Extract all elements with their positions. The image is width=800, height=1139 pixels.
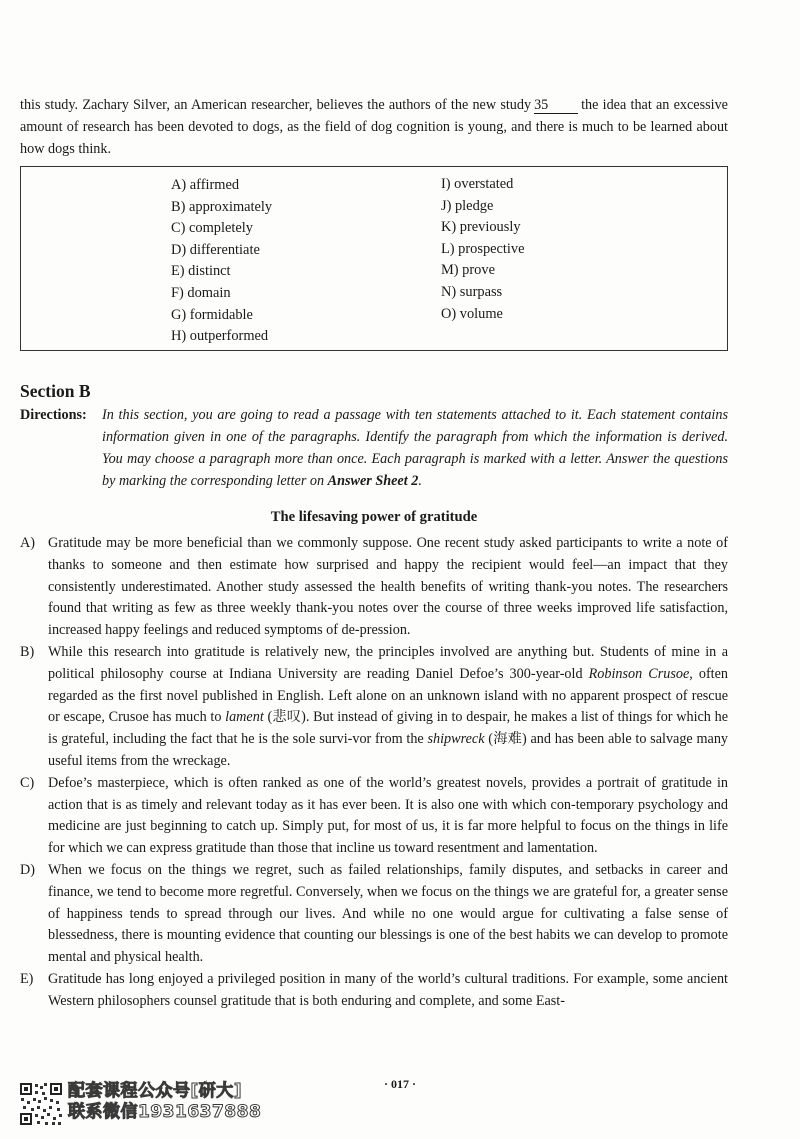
vocab-word-shipwreck: shipwreck <box>427 731 485 748</box>
word-option: N) surpass <box>441 283 503 300</box>
watermark <box>68 1081 261 1123</box>
vocab-word-lament: lament <box>225 709 264 726</box>
intro-text-before: this study. Zachary Silver, an American researcher, believes the authors of the new study <box>20 97 532 113</box>
para-b-text-1: While this research into gratitude is relatively new, the principles involved are anything but. Students of mine in a political philosophy course at Indiana University are reading Daniel Defoe’s 300-year-old <box>48 643 728 682</box>
page-number: · 017 · <box>383 1077 416 1091</box>
watermark-line-1: 配套课程公众号[研大] <box>68 1081 243 1101</box>
directions-answer-sheet: Answer Sheet 2 <box>327 473 419 489</box>
passage-title: The lifesaving power of gratitude <box>270 509 478 525</box>
para-b-text-2: , often regarded as the first novel published in English. Left alone on an unknown island with no apparent prospect of rescue or escape, Crusoe has much to <box>48 665 728 726</box>
intro-paragraph <box>20 94 728 160</box>
directions-body: In this section, you are going to read a passage with ten statements attached to it. Each statement contains information given in one of the paragraphs. Identify the paragraph from which the information is derived. You may choose a paragraph more than once. Each paragraph is marked with a letter. Answer the questions by marking the corresponding letter on <box>102 407 728 489</box>
word-bank-left-column <box>171 175 272 348</box>
watermark-line-2: 联系微信1931637888 <box>68 1102 262 1122</box>
paragraph-text: Defoe’s masterpiece, which is often ranked as one of the world’s greatest novels, provides a portrait of gratitude in action that is as timely and relevant today as it has ever been. It is also one with which con-temporary psychology and medicine are just beginning to catch up. Simply put, for most of us, it is far more helpful to focus on the things in life for which we can express gratitude than those that incline us toward resentment and lamentation. <box>48 774 728 857</box>
word-option: O) volume <box>441 305 503 322</box>
paragraph-d <box>20 860 728 969</box>
word-option: D) differentiate <box>171 241 260 258</box>
paragraph-letter: C) <box>20 774 35 791</box>
word-bank-box <box>20 166 728 351</box>
book-title: Robinson Crusoe <box>588 665 690 682</box>
word-option: E) distinct <box>171 263 231 280</box>
directions-end: . <box>418 473 422 489</box>
gloss-shipwreck: (海难) <box>484 731 527 748</box>
qr-code-icon <box>19 1082 63 1126</box>
word-option: K) previously <box>441 219 521 236</box>
word-option: A) affirmed <box>171 177 240 193</box>
directions <box>20 404 728 492</box>
paragraph-letter: D) <box>20 861 35 878</box>
paragraph-text: When we focus on the things we regret, such as failed relationships, family disputes, and setbacks in career and finance, we tend to become more regretful. Conversely, when we focus on the things we are grateful for, a greater sense of happiness tends to spread through our lives. And while no one would argue for cultivating a false sense of blessedness, there is mounting evidence that counting our blessings is one of the best habits we can develop to promote mental and physical health. <box>48 861 728 966</box>
paragraph-letter: E) <box>20 970 34 987</box>
intro-text-after: the idea that an excessive amount of research has been devoted to dogs, as the field of dog cognition is young, and there is much to be learned about how dogs think. <box>20 97 728 157</box>
paragraph-c <box>20 773 728 860</box>
paragraph-letter: A) <box>20 535 35 551</box>
paragraph-b <box>20 642 728 773</box>
word-bank-right-column <box>441 174 525 325</box>
word-option: H) outperformed <box>171 328 269 345</box>
gloss-lament: (悲叹) <box>263 709 306 726</box>
paragraph-text: Gratitude has long enjoyed a privileged position in many of the world’s cultural traditions. For example, some ancient Western philosophers counsel gratitude that is both enduring and complete, and some East- <box>48 970 728 1009</box>
word-option: L) prospective <box>441 240 525 257</box>
paragraph-text: Gratitude may be more beneficial than we commonly suppose. One recent study asked participants to write a note of thanks to someone and then estimate how surprised and happy the recipient would feel—an impact that they consistently underestimated. Another study assessed the health benefits of writing thank-you notes. The researchers found that writing as few as three weekly thank-you notes over the course of three weeks improved life satisfaction, increased happy feelings and reduced symptoms of de-pression. <box>48 535 728 639</box>
directions-label: Directions: <box>20 407 87 423</box>
paragraph-a <box>20 533 728 642</box>
word-option: B) approximately <box>171 198 273 215</box>
section-title: Section B <box>20 381 91 401</box>
paragraph-e <box>20 969 728 1013</box>
word-option: M) prove <box>441 262 495 279</box>
word-option: J) pledge <box>441 197 494 214</box>
word-option: C) completely <box>171 220 253 237</box>
para-b-text-4: and has been able to salvage many useful items from the wreckage. <box>48 731 729 769</box>
word-option: F) domain <box>171 284 231 301</box>
word-option: I) overstated <box>441 176 514 192</box>
paragraph-letter: B) <box>20 643 35 660</box>
paragraph-text <box>48 642 728 773</box>
directions-text <box>102 404 728 492</box>
word-option: G) formidable <box>171 306 253 323</box>
blank-35: 35 <box>534 97 578 114</box>
page-content <box>20 94 728 1013</box>
para-b-text-3: . But instead of giving in to despair, he makes a list of things for which he is grateful, including the fact that he is the sole survi-vor from the <box>48 709 729 748</box>
